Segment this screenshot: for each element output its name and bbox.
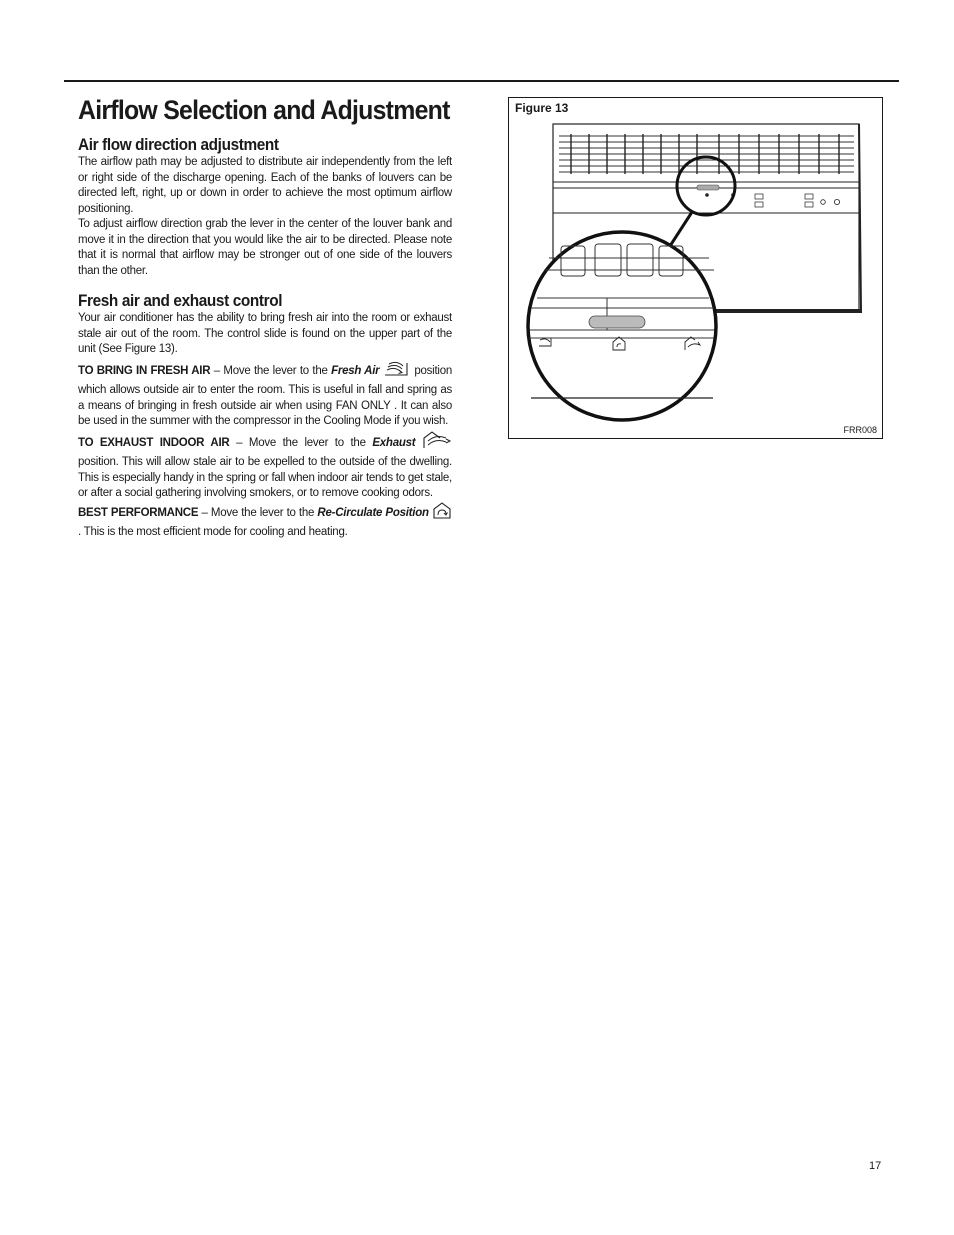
recirculate-icon [432,502,452,526]
best-performance-lead: BEST PERFORMANCE [78,506,199,519]
page-number: 17 [869,1160,882,1172]
fresh-air-lead: TO BRING IN FRESH AIR [78,364,211,377]
fresh-air-exhaust-intro: Your air conditioner has the ability to bring fresh air into the room or exhaust stale air out of the room. The control slide is found on the upper part of the unit (See Figure 13). [78,312,452,355]
main-column [78,93,452,541]
air-conditioner-illustration [509,98,882,438]
exhaust-instruction [78,430,452,502]
airflow-direction-heading: Air flow direction adjustment [78,136,279,154]
fresh-air-mode: Fresh Air [331,364,380,377]
top-rule [64,80,899,82]
best-performance-mode: Re-Circulate Position [317,506,429,519]
figure-label: Figure 13 [515,101,569,115]
exhaust-mode: Exhaust [372,436,416,449]
figure-code: FRR008 [843,425,877,435]
fresh-air-post: position which allows outside air to enter the room. This is useful in fall and spring as a means of bringing in fresh outside air when using FAN ONLY . It can also be used in the summer with the compressor in the Cooling Mode if you wish. [78,364,452,427]
exhaust-post: position. This will allow stale air to be expelled to the outside of the dwelling. This is especially handy in the spring or fall when indoor air tends to get stale, or after a social gathering involving smokers, or to remove cooking odors. [78,456,452,499]
page-title: Airflow Selection and Adjustment [78,95,450,125]
exhaust-pre: – Move the lever to the [229,436,373,449]
fresh-air-exhaust-heading: Fresh air and exhaust control [78,292,283,310]
figure-13 [508,97,883,439]
fresh-air-instruction [78,358,452,430]
best-performance-pre: – Move the lever to the [198,506,318,519]
exhaust-lead: TO EXHAUST INDOOR AIR [78,436,230,449]
fresh-air-icon [383,358,411,384]
exhaust-icon [422,430,452,456]
best-performance-instruction [78,502,452,541]
fresh-air-pre: – Move the lever to the [210,364,332,377]
airflow-direction-paragraph-1: The airflow path may be adjusted to distribute air independently from the left or right side of the discharge opening. Each of the banks of louvers can be directed left, right, up or down in order to achieve the most optimum airflow positioning. [78,156,452,215]
airflow-direction-paragraph-2: To adjust airflow direction grab the lever in the center of the louver bank and move it in the direction that you would like the air to be directed. Please note that it is normal that airflow may be stronger out of one side of the louvers than the other. [78,218,452,277]
best-performance-post: . This is the most efficient mode for cooling and heating. [78,526,348,538]
